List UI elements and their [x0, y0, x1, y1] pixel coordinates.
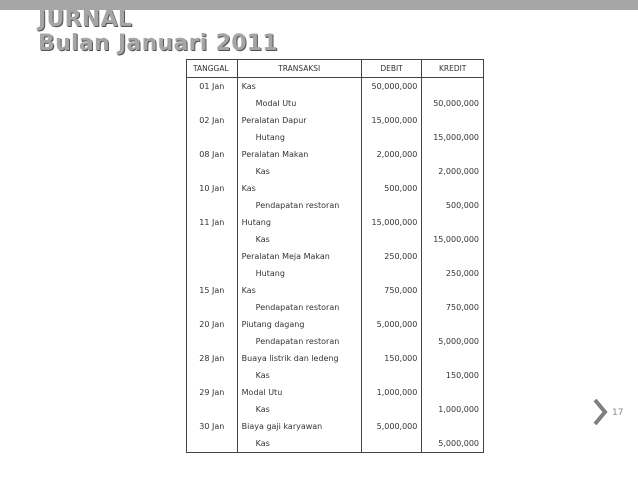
cell-credit: [422, 282, 484, 299]
cell-transaction: Pendapatan restoran: [237, 299, 361, 316]
cell-date: 30 Jan: [187, 418, 238, 435]
cell-credit: 250,000: [422, 265, 484, 282]
cell-date: [187, 333, 238, 350]
cell-debit: 15,000,000: [361, 112, 422, 129]
table-row: [187, 146, 484, 163]
cell-credit: [422, 146, 484, 163]
cell-debit: [361, 299, 422, 316]
cell-date: 02 Jan: [187, 112, 238, 129]
cell-credit: [422, 384, 484, 401]
cell-debit: 500,000: [361, 180, 422, 197]
table-row: [187, 129, 484, 146]
table-row: [187, 231, 484, 248]
cell-credit: 500,000: [422, 197, 484, 214]
cell-credit: [422, 316, 484, 333]
cell-credit: [422, 78, 484, 96]
cell-debit: [361, 367, 422, 384]
cell-transaction: Kas: [237, 231, 361, 248]
table-body: [187, 78, 484, 453]
cell-credit: 5,000,000: [422, 333, 484, 350]
cell-date: [187, 95, 238, 112]
cell-credit: 1,000,000: [422, 401, 484, 418]
title-line-1: JURNAL: [38, 7, 133, 32]
cell-debit: [361, 231, 422, 248]
cell-debit: 150,000: [361, 350, 422, 367]
table-row: [187, 333, 484, 350]
cell-transaction: Biaya gaji karyawan: [237, 418, 361, 435]
cell-credit: 2,000,000: [422, 163, 484, 180]
cell-transaction: Piutang dagang: [237, 316, 361, 333]
cell-transaction: Pendapatan restoran: [237, 197, 361, 214]
cell-date: 10 Jan: [187, 180, 238, 197]
header-credit: KREDIT: [422, 60, 484, 78]
cell-transaction: Kas: [237, 435, 361, 453]
cell-transaction: Kas: [237, 180, 361, 197]
cell-transaction: Kas: [237, 401, 361, 418]
cell-credit: [422, 112, 484, 129]
table-row: [187, 112, 484, 129]
next-slide-chevron-icon[interactable]: [592, 398, 608, 426]
table-row: [187, 401, 484, 418]
cell-date: [187, 401, 238, 418]
cell-debit: 250,000: [361, 248, 422, 265]
cell-transaction: Kas: [237, 163, 361, 180]
cell-debit: [361, 333, 422, 350]
table-row: [187, 350, 484, 367]
cell-date: [187, 231, 238, 248]
header-transaction: TRANSAKSI: [237, 60, 361, 78]
cell-debit: 5,000,000: [361, 418, 422, 435]
cell-credit: 50,000,000: [422, 95, 484, 112]
cell-transaction: Hutang: [237, 214, 361, 231]
cell-debit: [361, 401, 422, 418]
table-row: [187, 299, 484, 316]
cell-debit: [361, 197, 422, 214]
cell-date: 28 Jan: [187, 350, 238, 367]
table-row: [187, 367, 484, 384]
cell-debit: 750,000: [361, 282, 422, 299]
cell-credit: 5,000,000: [422, 435, 484, 453]
cell-date: 29 Jan: [187, 384, 238, 401]
table-header-row: [187, 60, 484, 78]
cell-date: [187, 163, 238, 180]
cell-credit: 15,000,000: [422, 231, 484, 248]
cell-debit: [361, 129, 422, 146]
table-row: [187, 248, 484, 265]
cell-transaction: Buaya listrik dan ledeng: [237, 350, 361, 367]
cell-transaction: Modal Utu: [237, 384, 361, 401]
cell-debit: [361, 265, 422, 282]
table-row: [187, 214, 484, 231]
cell-credit: 750,000: [422, 299, 484, 316]
table-row: [187, 78, 484, 96]
table-row: [187, 180, 484, 197]
cell-transaction: Modal Utu: [237, 95, 361, 112]
cell-credit: [422, 418, 484, 435]
title-line-2: Bulan Januari 2011: [38, 31, 279, 56]
cell-date: [187, 197, 238, 214]
cell-transaction: Hutang: [237, 129, 361, 146]
cell-transaction: Hutang: [237, 265, 361, 282]
cell-debit: 50,000,000: [361, 78, 422, 96]
table-row: [187, 384, 484, 401]
header-debit: DEBIT: [361, 60, 422, 78]
cell-credit: 150,000: [422, 367, 484, 384]
cell-date: [187, 367, 238, 384]
cell-debit: 2,000,000: [361, 146, 422, 163]
page-number: 17: [612, 408, 624, 418]
cell-date: 20 Jan: [187, 316, 238, 333]
cell-credit: [422, 350, 484, 367]
cell-debit: [361, 163, 422, 180]
cell-transaction: Peralatan Meja Makan: [237, 248, 361, 265]
cell-date: [187, 265, 238, 282]
cell-date: 08 Jan: [187, 146, 238, 163]
table-row: [187, 418, 484, 435]
journal-table: [186, 59, 484, 453]
cell-debit: 5,000,000: [361, 316, 422, 333]
table-row: [187, 95, 484, 112]
cell-debit: [361, 95, 422, 112]
slide-title: [38, 8, 278, 56]
cell-debit: 1,000,000: [361, 384, 422, 401]
cell-transaction: Pendapatan restoran: [237, 333, 361, 350]
cell-date: [187, 248, 238, 265]
table-row: [187, 197, 484, 214]
cell-date: [187, 129, 238, 146]
table-row: [187, 316, 484, 333]
cell-credit: [422, 180, 484, 197]
header-date: TANGGAL: [187, 60, 238, 78]
table-row: [187, 265, 484, 282]
cell-credit: [422, 214, 484, 231]
cell-date: 01 Jan: [187, 78, 238, 96]
cell-date: 11 Jan: [187, 214, 238, 231]
cell-debit: 15,000,000: [361, 214, 422, 231]
cell-date: [187, 435, 238, 453]
cell-credit: [422, 248, 484, 265]
cell-transaction: Kas: [237, 282, 361, 299]
cell-transaction: Kas: [237, 367, 361, 384]
cell-date: 15 Jan: [187, 282, 238, 299]
cell-transaction: Peralatan Makan: [237, 146, 361, 163]
table-row: [187, 163, 484, 180]
cell-debit: [361, 435, 422, 453]
table-row: [187, 435, 484, 453]
cell-date: [187, 299, 238, 316]
cell-transaction: Kas: [237, 78, 361, 96]
cell-credit: 15,000,000: [422, 129, 484, 146]
table-row: [187, 282, 484, 299]
cell-transaction: Peralatan Dapur: [237, 112, 361, 129]
